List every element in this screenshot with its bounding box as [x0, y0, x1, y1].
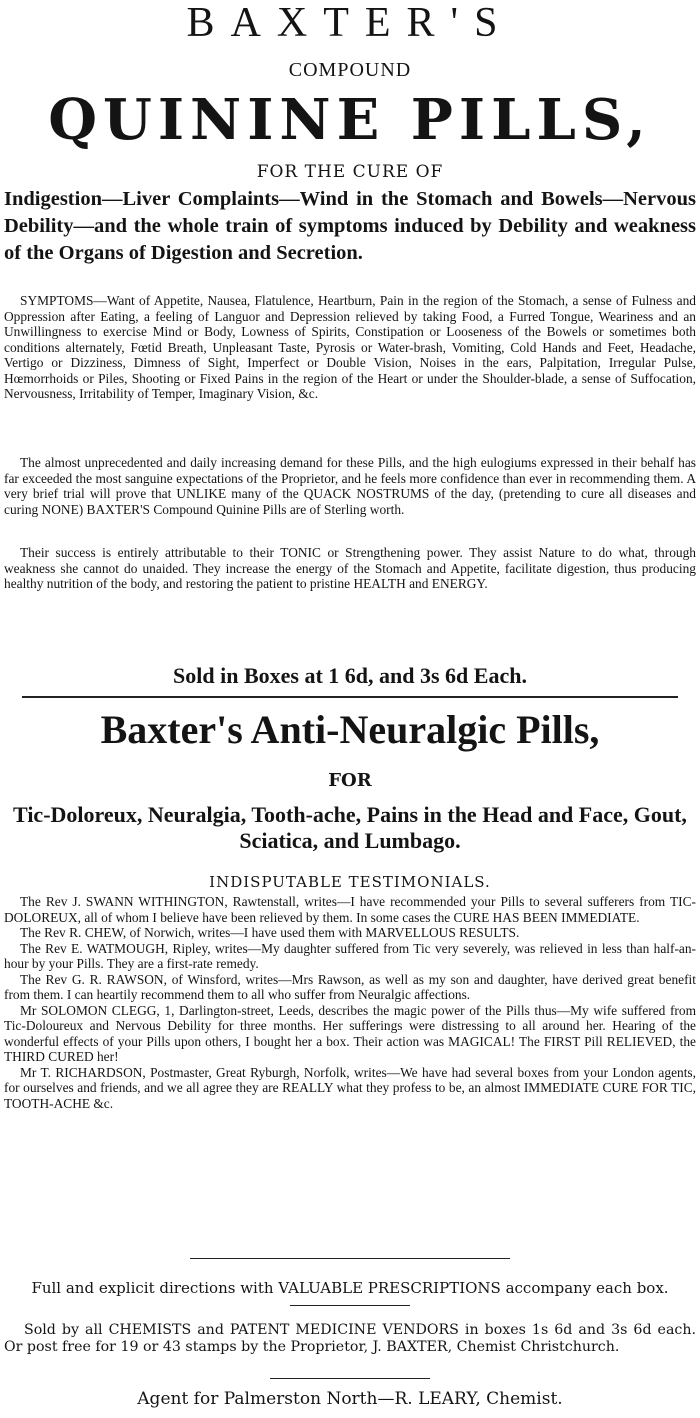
sold-by-paragraph: Sold by all CHEMISTS and PATENT MEDICINE VENDORS in boxes 1s 6d and 3s 6d each. Or post free for 19 or 43 stamps by the Proprietor, J. BAXTER, Chemist Christchurch.: [4, 1322, 696, 1355]
agent-line: Agent for Palmerston North—R. LEARY, Chemist.: [137, 1389, 563, 1409]
second-product-title: Baxter's Anti-Neuralgic Pills,: [100, 707, 600, 752]
testimonial-item: The Rev R. CHEW, of Norwich, writes—I have used them with MARVELLOUS RESULTS.: [20, 925, 520, 940]
testimonial-item: The Rev E. WATMOUGH, Ripley, writes—My daughter suffered from Tic very severely, was relieved in less than half-an-hour by your Pills. They are a first-rate remedy.: [4, 940, 696, 971]
product-title: QUININE PILLS,: [48, 87, 652, 153]
divider-short: [290, 1305, 410, 1306]
testimonials-heading: INDISPUTABLE TESTIMONIALS.: [209, 873, 491, 891]
section-divider: [22, 696, 678, 698]
testimonial-item: Mr SOLOMON CLEGG, 1, Darlington-street, Leeds, describes the magic power of the Pills thus—My wife suffered from Tic-Doloureux and Nervous Debility for three months. Her sufferings were distressing to all around her. Hearing of the wonderful effects of your Pills upon others, I bought her a box. Their action was MAGICAL! The FIRST Pill RELIEVED, the THIRD CURED her!: [4, 1002, 696, 1064]
brand-name: BAXTER'S: [186, 0, 514, 46]
testimonial-item: The Rev J. SWANN WITHINGTON, Rawtenstall, writes—I have recommended your Pills to several sufferers from TIC-DOLOREUX, all of whom I believe have been relieved by them. In some cases the CURE HAS BEEN IMMEDIATE.: [4, 894, 696, 925]
divider-short: [270, 1378, 430, 1379]
compound-label: COMPOUND: [288, 59, 412, 81]
for-label: FOR: [328, 770, 372, 791]
divider-short: [190, 1258, 510, 1259]
for-the-cure-label: FOR THE CURE OF: [256, 162, 444, 182]
symptoms-paragraph: SYMPTOMS—Want of Appetite, Nausea, Flatulence, Heartburn, Pain in the region of the Stomach, a sense of Fulness and Oppression after Eating, a feeling of Languor and Depression relieved by taking Food, a Furred Tongue, Weariness and an Unwillingness to exercise Mind or Body, Lowness of Spirits, Constipation or Looseness of the Bowels or sometimes both conditions alternately, Fœtid Breath, Unpleasant Taste, Pyrosis or Water-brash, Vomiting, Cold Hands and Feet, Headache, Vertigo or Dizziness, Dimness of Sight, Imperfect or Double Vision, Noises in the ears, Palpitation, Irregular Pulse, Hœmorrhoids or Piles, Shooting or Fixed Pains in the region of the Heart or under the Shoulder-blade, a sense of Suffocation, Nervousness, Irritability of Temper, Imaginary Vision, &c.: [4, 293, 696, 401]
success-paragraph: Their success is entirely attributable to their TONIC or Strengthening power. They assist Nature to do what, through weakness she cannot do unaided. They increase the energy of the Stomach and Appetite, facilitate digestion, thus producing healthy nutrition of the body, and restoring the patient to pristine HEALTH and ENERGY.: [4, 545, 696, 591]
directions-line: Full and explicit directions with VALUABLE PRESCRIPTIONS accompany each box.: [31, 1279, 669, 1297]
testimonial-item: The Rev G. R. RAWSON, of Winsford, writes—Mrs Rawson, as well as my son and daughter, have derived great benefit from them. I can heartily recommend them to all who suffer from Neuralgic affections.: [4, 971, 696, 1002]
testimonial-item: Mr T. RICHARDSON, Postmaster, Great Ryburgh, Norfolk, writes—We have had several boxes from your London agents, for ourselves and friends, and we all agree they are REALLY what they profess to be, an almost IMMEDIATE CURE FOR TIC, TOOTH-ACHE &c.: [4, 1064, 696, 1111]
price-line: Sold in Boxes at 1 6d, and 3s 6d Each.: [173, 663, 527, 688]
ailments-list: Tic-Doloreux, Neuralgia, Tooth-ache, Pains in the Head and Face, Gout, Sciatica, and Lumbago.: [13, 802, 687, 853]
demand-paragraph: The almost unprecedented and daily increasing demand for these Pills, and the high eulogiums expressed in their behalf has far exceeded the most sanguine expectations of the Proprietor, and he feels more confidence than ever in recommending them. A very brief trial will prove that UNLIKE many of the QUACK NOSTRUMS of the day, (pretending to cure all diseases and curing NONE) BAXTER'S Compound Quinine Pills are of Sterling worth.: [4, 455, 696, 517]
lead-paragraph: Indigestion—Liver Complaints—Wind in the Stomach and Bowels—Nervous Debility—and the whole train of symptoms induced by Debility and weakness of the Organs of Digestion and Secretion.: [4, 188, 696, 264]
testimonials-list: [4, 894, 696, 1111]
